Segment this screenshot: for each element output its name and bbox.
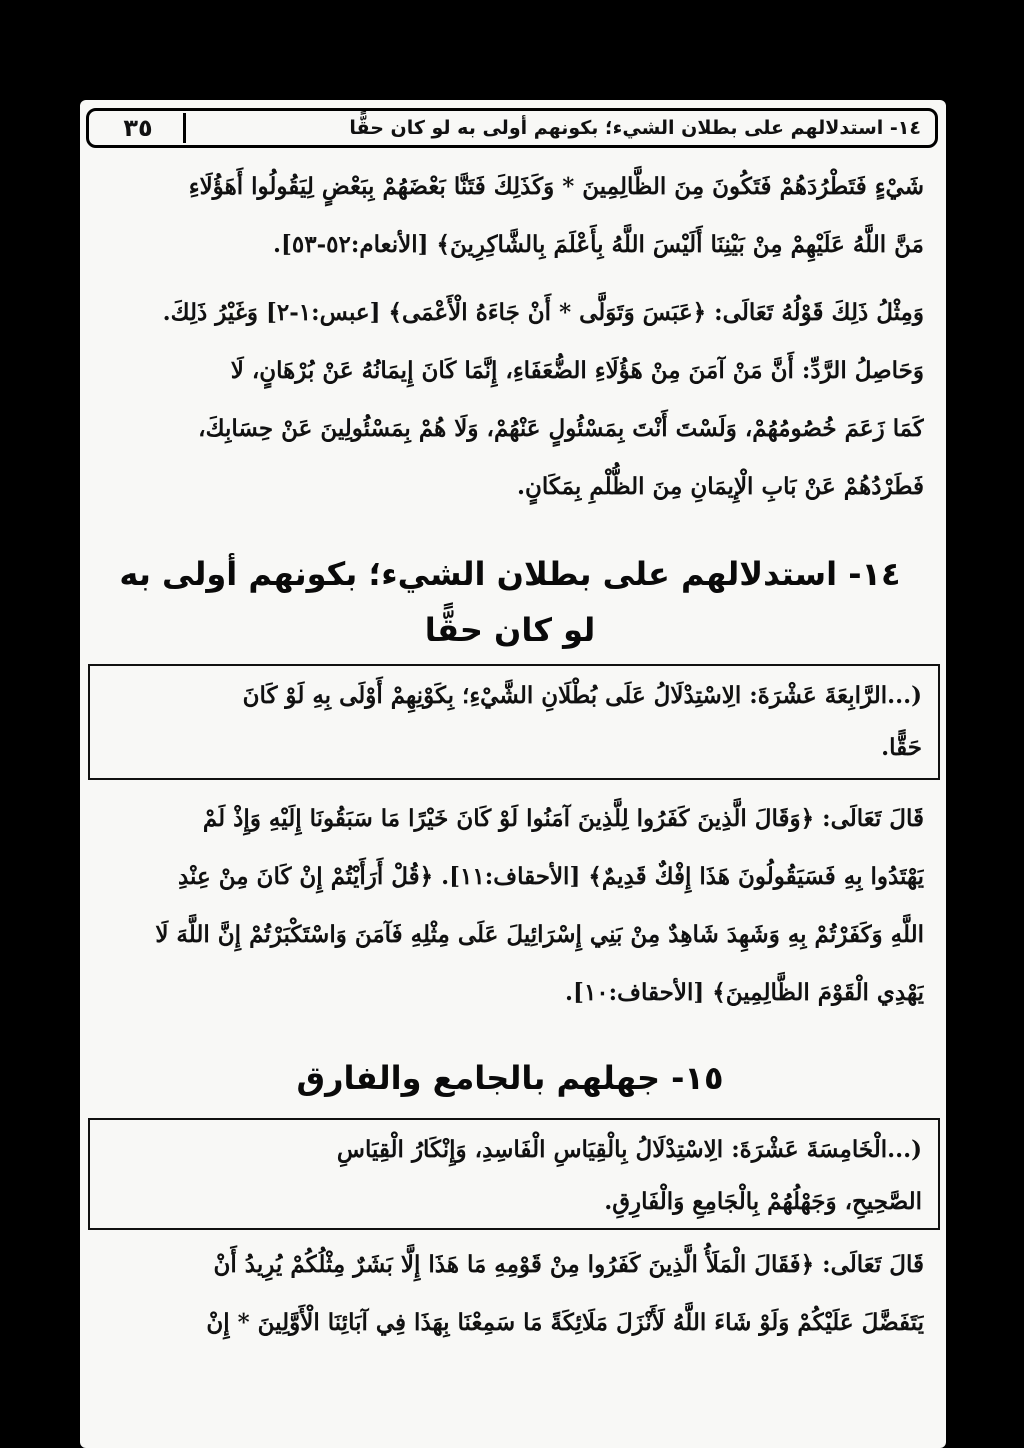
heading-line: ١٥- جهلهم بالجامع والفارق: [296, 1059, 724, 1097]
intro-paragraph: [96, 158, 924, 516]
text-line: مَنَّ اللَّهُ عَلَيْهِمْ مِنْ بَيْنِنَا أَلَيْسَ اللَّهُ بِأَعْلَمَ بِالشَّاكِرِينَ﴾ [الأنعام:٥٢-٥٣].: [272, 231, 924, 258]
heading-line: لو كان حقًّا: [424, 611, 596, 649]
text-line: قَالَ تَعَالَى: ﴿وَقَالَ الَّذِينَ كَفَرُوا لِلَّذِينَ آمَنُوا لَوْ كَانَ خَيْرًا مَا سَبَقُونَا إِلَيْهِ وَإِذْ لَمْ: [202, 805, 924, 832]
text-line: قَالَ تَعَالَى: ﴿فَقَالَ الْمَلَأُ الَّذِينَ كَفَرُوا مِنْ قَوْمِهِ مَا هَذَا إِلَّا بَشَرٌ مِثْلُكُمْ يُرِيدُ أَنْ: [213, 1251, 924, 1278]
text-line: كَمَا زَعَمَ خُصُومُهُمْ، وَلَسْتَ أَنْتَ بِمَسْئُولٍ عَنْهُمْ، وَلَا هُمْ بِمَسْئُولِينَ عَنْ حِسَابِكَ،: [198, 415, 924, 442]
section-15-summary-box: [88, 1118, 940, 1230]
box-line: الصَّحِيحِ، وَجَهْلُهُمْ بِالْجَامِعِ وَالْفَارِقِ.: [604, 1188, 922, 1215]
box-line: (...الرَّابِعَةَ عَشْرَةَ: الِاسْتِدْلَالُ عَلَى بُطْلَانِ الشَّيْءِ؛ بِكَوْنِهِمْ أَوْلَى بِهِ لَوْ كَانَ: [242, 682, 922, 709]
section-15-heading: [96, 1050, 924, 1106]
page-number: ٣٥: [93, 113, 186, 143]
text-line: وَحَاصِلُ الرَّدِّ: أَنَّ مَنْ آمَنَ مِنْ هَؤُلَاءِ الضُّعَفَاءِ، إِنَّمَا كَانَ إِيمَانُهُ عَنْ بُرْهَانٍ، لَا: [230, 357, 924, 384]
running-header-title: ١٤- استدلالهم على بطلان الشيء؛ بكونهم أولى به لو كان حقًّا: [349, 117, 921, 139]
section-14-heading: [96, 546, 924, 658]
box-line: حَقًّا.: [881, 734, 922, 761]
section-14-summary-box: [88, 664, 940, 780]
text-line: فَطَرْدُهُمْ عَنْ بَابِ الْإِيمَانِ مِنَ الظُّلْمِ بِمَكَانٍ.: [517, 473, 924, 500]
section-14-body: [96, 790, 924, 1022]
text-line: شَيْءٍ فَتَطْرُدَهُمْ فَتَكُونَ مِنَ الظَّالِمِينَ * وَكَذَلِكَ فَتَنَّا بَعْضَهُمْ بِبَعْضٍ لِيَقُولُوا أَهَؤُلَاءِ: [188, 173, 924, 200]
text-line: يَهْدِي الْقَوْمَ الظَّالِمِينَ﴾ [الأحقاف:١٠].: [565, 979, 924, 1006]
text-line: يَتَفَضَّلَ عَلَيْكُمْ وَلَوْ شَاءَ اللَّهُ لَأَنْزَلَ مَلَائِكَةً مَا سَمِعْنَا بِهَذَا فِي آبَائِنَا الْأَوَّلِينَ * إِنْ: [206, 1309, 924, 1336]
box-line: (...الْخَامِسَةَ عَشْرَةَ: الِاسْتِدْلَالُ بِالْقِيَاسِ الْفَاسِدِ، وَإِنْكَارُ الْقِيَاسِ: [336, 1136, 922, 1163]
text-line: اللَّهِ وَكَفَرْتُمْ بِهِ وَشَهِدَ شَاهِدٌ مِنْ بَنِي إِسْرَائِيلَ عَلَى مِثْلِهِ فَآمَنَ وَاسْتَكْبَرْتُمْ إِنَّ اللَّهَ لَا: [155, 921, 924, 948]
running-header: [86, 108, 938, 148]
text-line: وَمِثْلُ ذَلِكَ قَوْلُهُ تَعَالَى: ﴿عَبَسَ وَتَوَلَّى * أَنْ جَاءَهُ الْأَعْمَى﴾ [عبس:١-٢] وَغَيْرُ ذَلِكَ.: [162, 299, 924, 326]
section-15-body: [96, 1236, 924, 1352]
text-line: يَهْتَدُوا بِهِ فَسَيَقُولُونَ هَذَا إِفْكٌ قَدِيمٌ﴾ [الأحقاف:١١]. ﴿قُلْ أَرَأَيْتُمْ إِنْ كَانَ مِنْ عِنْدِ: [177, 863, 924, 890]
heading-line: ١٤- استدلالهم على بطلان الشيء؛ بكونهم أولى به: [119, 555, 901, 593]
